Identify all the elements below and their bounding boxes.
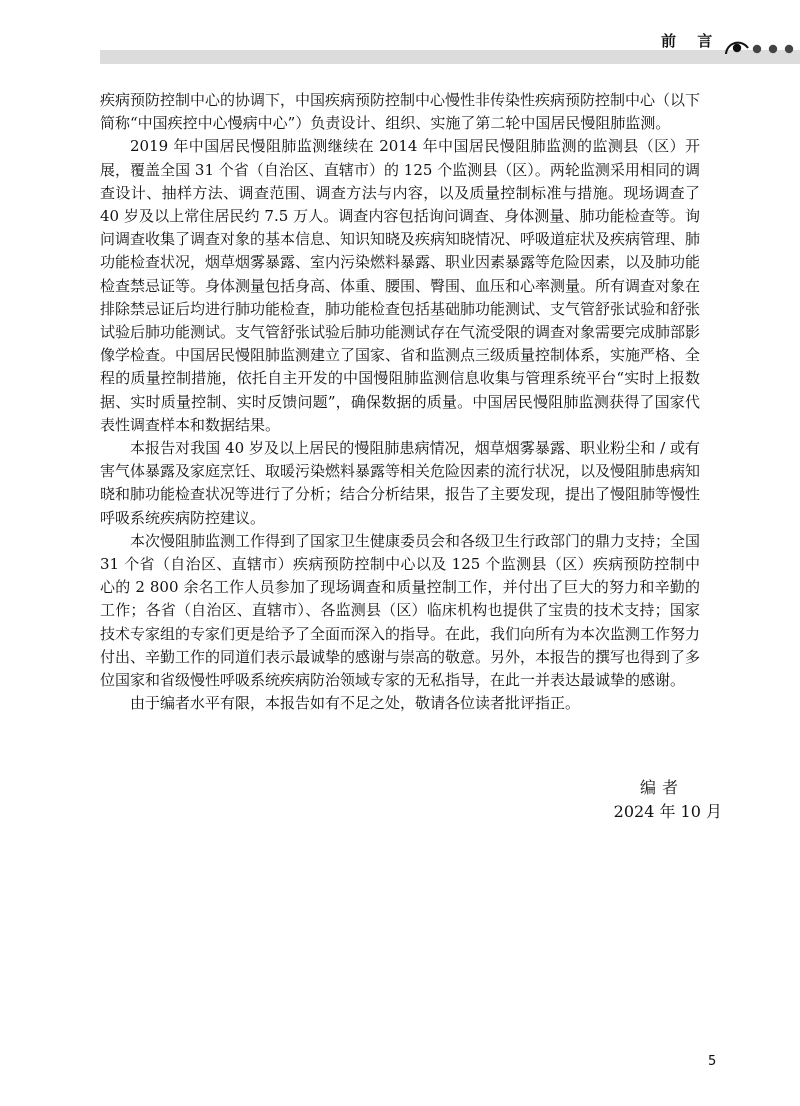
header-dots-decoration <box>720 34 800 56</box>
preface-body <box>100 89 700 715</box>
signature-author: 编者 <box>639 778 684 797</box>
paragraph-continuation: 疾病预防控制中心的协调下，中国疾病预防控制中心慢性非传染性疾病预防控制中心（以下简称“中国疾控中心慢病中心”）负责设计、组织、实施了第二轮中国居民慢阻肺监测。 <box>100 91 701 133</box>
paragraph-closing: 由于编者水平有限，本报告如有不足之处，敬请各位读者批评指正。 <box>130 694 581 713</box>
page-number: 5 <box>708 1054 717 1069</box>
paragraph-acknowledgements: 本次慢阻肺监测工作得到了国家卫生健康委员会和各级卫生行政部门的鼎力支持；全国 31 个省（自治区、直辖市）疾病预防控制中心以及 125 个监测县（区）疾病预防控制中心的 2 800 余名工作人员参加了现场调查和质量控制工作，并付出了巨大的努力和辛勤的工作；各省（自治区、直辖市）、各监测县（区）临床机构也提供了宝贵的技术支持；国家技术专家组的专家们更是给予了全面而深入的指导。在此，我们向所有为本次监测工作努力付出、辛勤工作的同道们表示最诚挚的感谢与崇高的敬意。另外，本报告的撰写也得到了多位国家和省级慢性呼吸系统疾病防治领域专家的无私指导，在此一并表达最诚挚的感谢。 <box>100 531 701 690</box>
section-title: 前 言 <box>661 32 721 50</box>
header-band <box>100 50 800 64</box>
signature-date: 2024 年 10 月 <box>613 802 722 821</box>
paragraph-survey-description: 2019 年中国居民慢阻肺监测继续在 2014 年中国居民慢阻肺监测的监测县（区）开展，覆盖全国 31 个省（自治区、直辖市）的 125 个监测县（区）。两轮监测采用相同的调查设计、抽样方法、调查范围、调查方法与内容，以及质量控制标准与措施。现场调查了 40 岁及以上常住居民约 7.5 万人。调查内容包括询问调查、身体测量、肺功能检查等。询问调查收集了调查对象的基本信息、知识知晓及疾病知晓情况、呼吸道症状及疾病管理、肺功能检查状况，烟草烟雾暴露、室内污染燃料暴露、职业因素暴露等危险因素，以及肺功能检查禁忌证等。身体测量包括身高、体重、腰围、臀围、血压和心率测量。所有调查对象在排除禁忌证后均进行肺功能检查，肺功能检查包括基础肺功能测试、支气管舒张试验和舒张试验后肺功能测试。支气管舒张试验后肺功能测试存在气流受限的调查对象需要完成肺部影像学检查。中国居民慢阻肺监测建立了国家、省和监测点三级质量控制体系，实施严格、全程的质量控制措施，依托自主开发的中国慢阻肺监测信息收集与管理系统平台“实时上报数据、实时质量控制、实时反馈问题”，确保数据的质量。中国居民慢阻肺监测获得了国家代表性调查样本和数据结果。 <box>100 137 701 434</box>
paragraph-report-scope: 本报告对我国 40 岁及以上居民的慢阻肺患病情况，烟草烟雾暴露、职业粉尘和 / 或有害气体暴露及家庭烹饪、取暖污染燃料暴露等相关危险因素的流行状况，以及慢阻肺患病知晓和肺功能检查状况等进行了分析；结合分析结果，报告了主要发现，提出了慢阻肺等慢性呼吸系统疾病防控建议。 <box>100 439 701 527</box>
